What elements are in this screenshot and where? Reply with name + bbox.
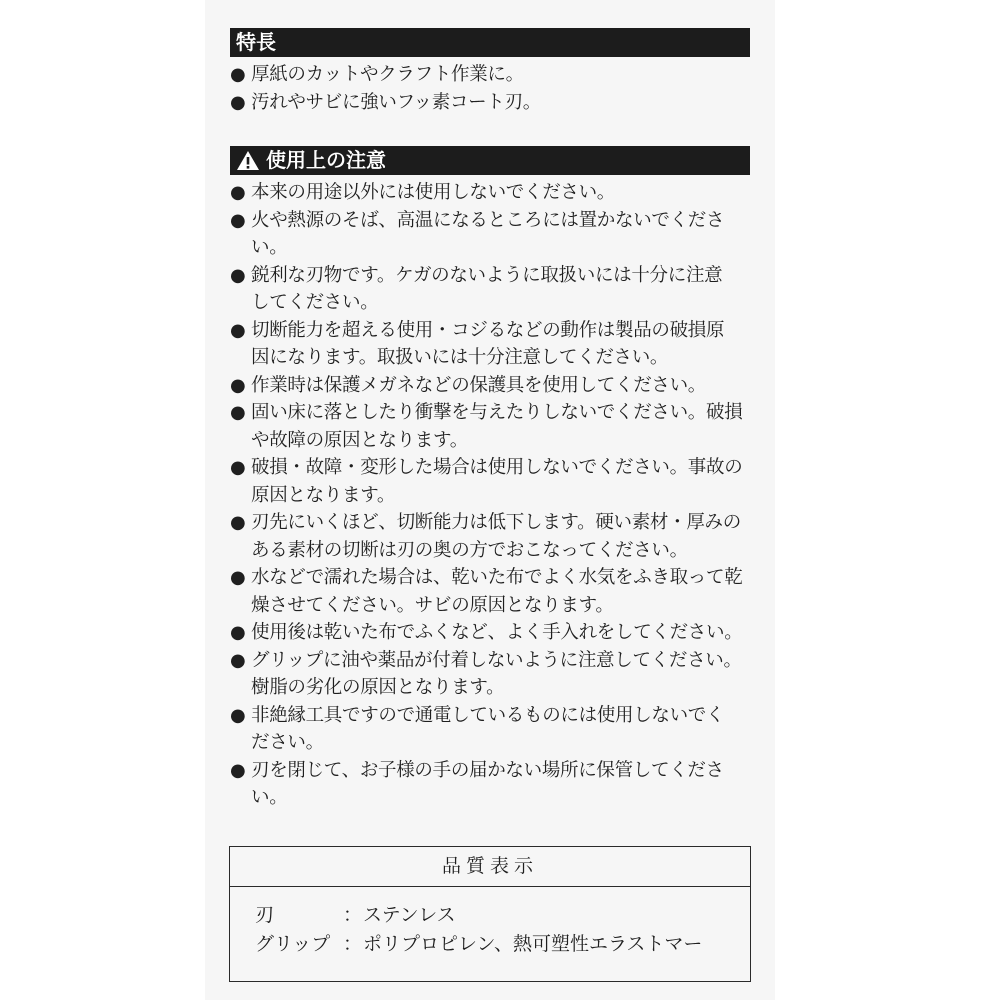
- bullet-icon: ●: [230, 319, 246, 341]
- quality-row-grip: グリップ ： ポリプロピレン、熱可塑性エラストマー: [255, 933, 703, 955]
- bullet-icon: ●: [230, 704, 246, 726]
- list-item: ● 鋭利な刃物です。ケガのないように取扱いには十分に注意 してください。: [230, 262, 760, 317]
- list-item: ● 非絶縁工具ですので通電しているものには使用しないでく ださい。: [230, 702, 760, 757]
- list-item: ● 汚れやサビに強いフッ素コート刃。: [230, 89, 760, 117]
- list-item: ● 本来の用途以外には使用しないでください。: [230, 179, 760, 207]
- bullet-icon: ●: [230, 374, 246, 396]
- features-title: 特長: [236, 30, 276, 54]
- list-item: ● 切断能力を超える使用・コジるなどの動作は製品の破損原 因になります。取扱いには十分注意してください。: [230, 317, 760, 372]
- bullet-icon: ●: [230, 512, 246, 533]
- cautions-header: [230, 146, 750, 175]
- bullet-icon: ●: [230, 402, 246, 423]
- bullet-icon: ●: [230, 91, 246, 113]
- features-list: [230, 61, 760, 116]
- quality-title: 品質表示: [230, 847, 750, 887]
- warning-triangle-icon: [236, 150, 260, 171]
- list-item: ● グリップに油や薬品が付着しないように注意してください。 樹脂の劣化の原因となります。: [230, 647, 760, 702]
- list-item: ● 破損・故障・変形した場合は使用しないでください。事故の 原因となります。: [230, 454, 760, 509]
- list-item: ● 火や熱源のそば、高温になるところには置かないでください。: [230, 207, 760, 262]
- bullet-icon: ●: [230, 264, 246, 286]
- bullet-icon: ●: [230, 457, 246, 478]
- quality-row-blade: 刃 ： ステンレス: [255, 904, 456, 926]
- cautions-list: [230, 179, 760, 812]
- bullet-icon: ●: [230, 567, 246, 588]
- bullet-icon: ●: [230, 759, 246, 781]
- bullet-icon: ●: [230, 182, 246, 203]
- bullet-icon: ●: [230, 64, 246, 85]
- list-item: ● 固い床に落としたり衝撃を与えたりしないでください。破損 や故障の原因となります。: [230, 399, 760, 454]
- cautions-title: 使用上の注意: [266, 148, 386, 172]
- list-item: ● 使用後は乾いた布でふくなど、よく手入れをしてください。: [230, 619, 760, 647]
- bullet-icon: ●: [230, 622, 246, 643]
- features-header: [230, 28, 750, 57]
- quality-label-box: [229, 846, 751, 982]
- quality-rows: [230, 887, 750, 959]
- list-item: ● 厚紙のカットやクラフト作業に。: [230, 61, 760, 89]
- list-item: ● 水などで濡れた場合は、乾いた布でよく水気をふき取って乾 燥させてください。サビの原因となります。: [230, 564, 760, 619]
- bullet-icon: ●: [230, 209, 246, 231]
- list-item: ● 刃先にいくほど、切断能力は低下します。硬い素材・厚みの ある素材の切断は刃の奥の方でおこなってください。: [230, 509, 760, 564]
- list-item: ● 作業時は保護メガネなどの保護具を使用してください。: [230, 372, 760, 400]
- list-item: ● 刃を閉じて、お子様の手の届かない場所に保管してください。: [230, 757, 760, 812]
- bullet-icon: ●: [230, 649, 246, 671]
